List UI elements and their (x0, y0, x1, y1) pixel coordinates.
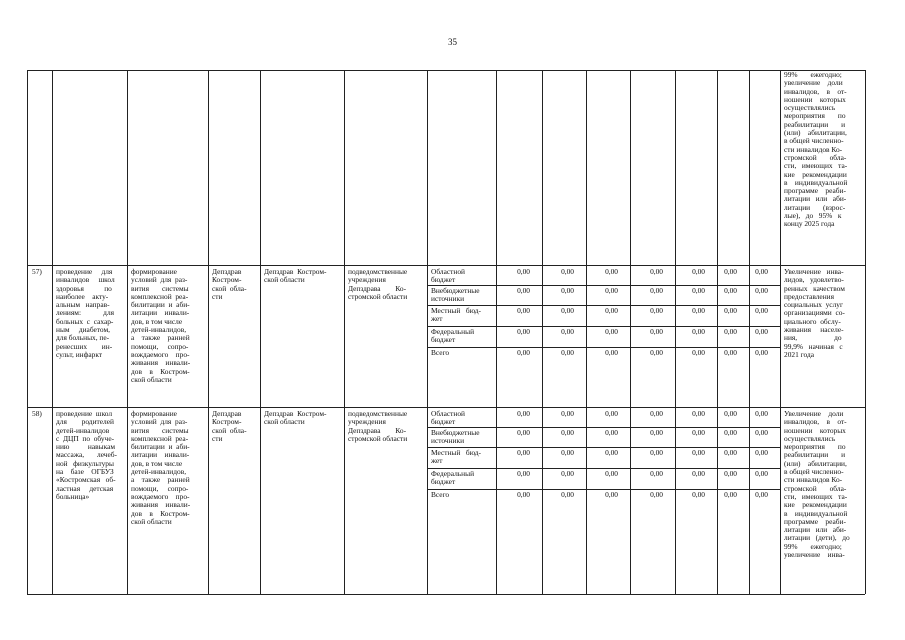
source-name: Всего (431, 348, 450, 357)
value-cell: 0,00 (724, 469, 737, 478)
col-border (260, 70, 261, 594)
value-cell: 0,00 (692, 348, 705, 357)
value-cell: 0,00 (724, 448, 737, 457)
value-cell: 0,00 (650, 490, 663, 499)
coexecutor-text: Депздрав Костром- ской области (264, 409, 327, 427)
value-cell: 0,00 (650, 448, 663, 457)
value-cell: 0,00 (692, 490, 705, 499)
result-text: Увеличение инва- лидов, удовлетво- ренных качеством предоставления социальных услуг организациями со- циального обслу- живания населе- ния, до 99,9% начиная с 2021 года (784, 267, 845, 359)
source-name: Местный бюд- жет (431, 306, 481, 324)
value-cell: 0,00 (561, 267, 574, 276)
value-cell: 0,00 (605, 490, 618, 499)
event-text: проведение школ для родителей детей-инвалидов с ДЦП по обуче- нию навыкам массажа, лечеб- ной физкультуры на базе ОГБУЗ «Костромская об- ластная детская больница» (56, 409, 118, 501)
value-cell: 0,00 (692, 327, 705, 336)
value-cell: 0,00 (605, 286, 618, 295)
value-cell: 0,00 (561, 327, 574, 336)
col-border (427, 70, 428, 594)
value-cell: 0,00 (650, 409, 663, 418)
value-cell: 0,00 (755, 306, 768, 315)
value-cell: 0,00 (650, 286, 663, 295)
value-cell: 0,00 (605, 348, 618, 357)
value-cell: 0,00 (650, 267, 663, 276)
col-border (208, 70, 209, 594)
value-cell: 0,00 (755, 490, 768, 499)
responsible-text: Депздрав Костром- ской обла- сти (212, 409, 247, 443)
goal-text: формирование условий для раз- вития системы комплексной реа- билитации и аби- литации инвали- дов, в том числе детей-инвалидов, а также ранней помощи, сопро- вождаемого про- живания инвали- дов в Костром- ской области (131, 267, 191, 384)
value-cell: 0,00 (561, 306, 574, 315)
value-cell: 0,00 (605, 409, 618, 418)
value-cell: 0,00 (605, 448, 618, 457)
source-name: Федеральный бюджет (431, 469, 475, 487)
participants-text: подведомственные учреждения Депздрава Ко- стромской области (348, 267, 408, 301)
value-cell: 0,00 (561, 490, 574, 499)
value-cell: 0,00 (724, 286, 737, 295)
col-border (27, 70, 28, 594)
value-cell: 0,00 (517, 409, 530, 418)
value-cell: 0,00 (724, 348, 737, 357)
value-cell: 0,00 (724, 306, 737, 315)
value-cell: 0,00 (755, 267, 768, 276)
table-bottom-border (27, 594, 865, 595)
goal-text: формирование условий для раз- вития системы комплексной реа- билитации и аби- литации инвали- дов, в том числе детей-инвалидов, а также ранней помощи, сопро- вождаемого про- живания инвали- дов в Костром- ской области (131, 409, 191, 526)
value-cell: 0,00 (517, 348, 530, 357)
value-cell: 0,00 (605, 267, 618, 276)
coexecutor-text: Депздрав Костром- ской области (264, 267, 327, 285)
col-border (52, 70, 53, 594)
value-cell: 0,00 (650, 348, 663, 357)
col-border (865, 70, 866, 594)
source-name: Федеральный бюджет (431, 327, 475, 345)
value-cell: 0,00 (692, 286, 705, 295)
value-cell: 0,00 (605, 327, 618, 336)
value-cell: 0,00 (517, 286, 530, 295)
value-cell: 0,00 (755, 327, 768, 336)
source-name: Местный бюд- жет (431, 448, 481, 466)
value-cell: 0,00 (755, 448, 768, 457)
col-border (780, 70, 781, 594)
value-cell: 0,00 (755, 286, 768, 295)
value-cell: 0,00 (517, 428, 530, 437)
value-cell: 0,00 (724, 409, 737, 418)
row-58-top-border (27, 407, 865, 408)
value-cell: 0,00 (724, 428, 737, 437)
value-cell: 0,00 (517, 490, 530, 499)
value-cell: 0,00 (605, 428, 618, 437)
value-cell: 0,00 (561, 409, 574, 418)
value-cell: 0,00 (724, 267, 737, 276)
value-cell: 0,00 (561, 286, 574, 295)
value-cell: 0,00 (605, 469, 618, 478)
row-number: 58) (32, 409, 42, 418)
source-name: Областной бюджет (431, 409, 465, 427)
value-cell: 0,00 (755, 348, 768, 357)
value-cell: 0,00 (561, 448, 574, 457)
table-top-border (27, 70, 865, 71)
value-cell: 0,00 (650, 327, 663, 336)
value-cell: 0,00 (517, 306, 530, 315)
value-cell: 0,00 (561, 428, 574, 437)
col-border (344, 70, 345, 594)
value-cell: 0,00 (517, 327, 530, 336)
result-continuation: 99% ежегодно; увеличение доли инвалидов, в от- ношении которых осуществлялись мероприятия по реабилитации и (или) абилитации, в общей численно- сти инвалидов Ко- стромской обла- сти, имеющих та- кие рекомендации в индивидуальной программе реаби- литации или аби- литации (взрос- лые), до 95% к концу 2025 года (784, 70, 848, 229)
row-number: 57) (32, 267, 42, 276)
value-cell: 0,00 (605, 306, 618, 315)
value-cell: 0,00 (692, 448, 705, 457)
value-cell: 0,00 (650, 469, 663, 478)
value-cell: 0,00 (517, 469, 530, 478)
row-57-top-border (27, 265, 865, 266)
page-number: 35 (448, 37, 457, 47)
value-cell: 0,00 (517, 267, 530, 276)
result-text: Увеличение доли инвалидов, в от- ношении которых осуществлялись мероприятия по реабилитации и (или) абилитации, в общей численно- сти инвалидов Ко- стромской обла- сти, имеющих та- кие рекомендации в индивидуальной программе реаби- литации или аби- литации (дети), до 99% ежегодно; увеличение инва- (784, 409, 850, 560)
value-cell: 0,00 (650, 306, 663, 315)
value-cell: 0,00 (692, 409, 705, 418)
source-name: Всего (431, 490, 450, 499)
value-cell: 0,00 (692, 469, 705, 478)
value-cell: 0,00 (561, 348, 574, 357)
value-cell: 0,00 (755, 428, 768, 437)
value-cell: 0,00 (650, 428, 663, 437)
value-cell: 0,00 (692, 306, 705, 315)
event-text: проведение для инвалидов школ здоровья по наиболее акту- альным направ- лениям: для больных с сахар- ным диабетом, для больных, пе- ренесших ин- сульт, инфаркт (56, 267, 115, 359)
value-cell: 0,00 (561, 469, 574, 478)
value-cell: 0,00 (692, 267, 705, 276)
value-cell: 0,00 (724, 327, 737, 336)
source-name: Внебюджетные источники (431, 286, 480, 304)
source-name: Внебюджетные источники (431, 428, 480, 446)
col-border (127, 70, 128, 594)
value-cell: 0,00 (724, 490, 737, 499)
responsible-text: Депздрав Костром- ской обла- сти (212, 267, 247, 301)
value-cell: 0,00 (692, 428, 705, 437)
participants-text: подведомственные учреждения Депздрава Ко- стромской области (348, 409, 408, 443)
source-name: Областной бюджет (431, 267, 465, 285)
value-cell: 0,00 (755, 469, 768, 478)
value-cell: 0,00 (517, 448, 530, 457)
value-cell: 0,00 (755, 409, 768, 418)
